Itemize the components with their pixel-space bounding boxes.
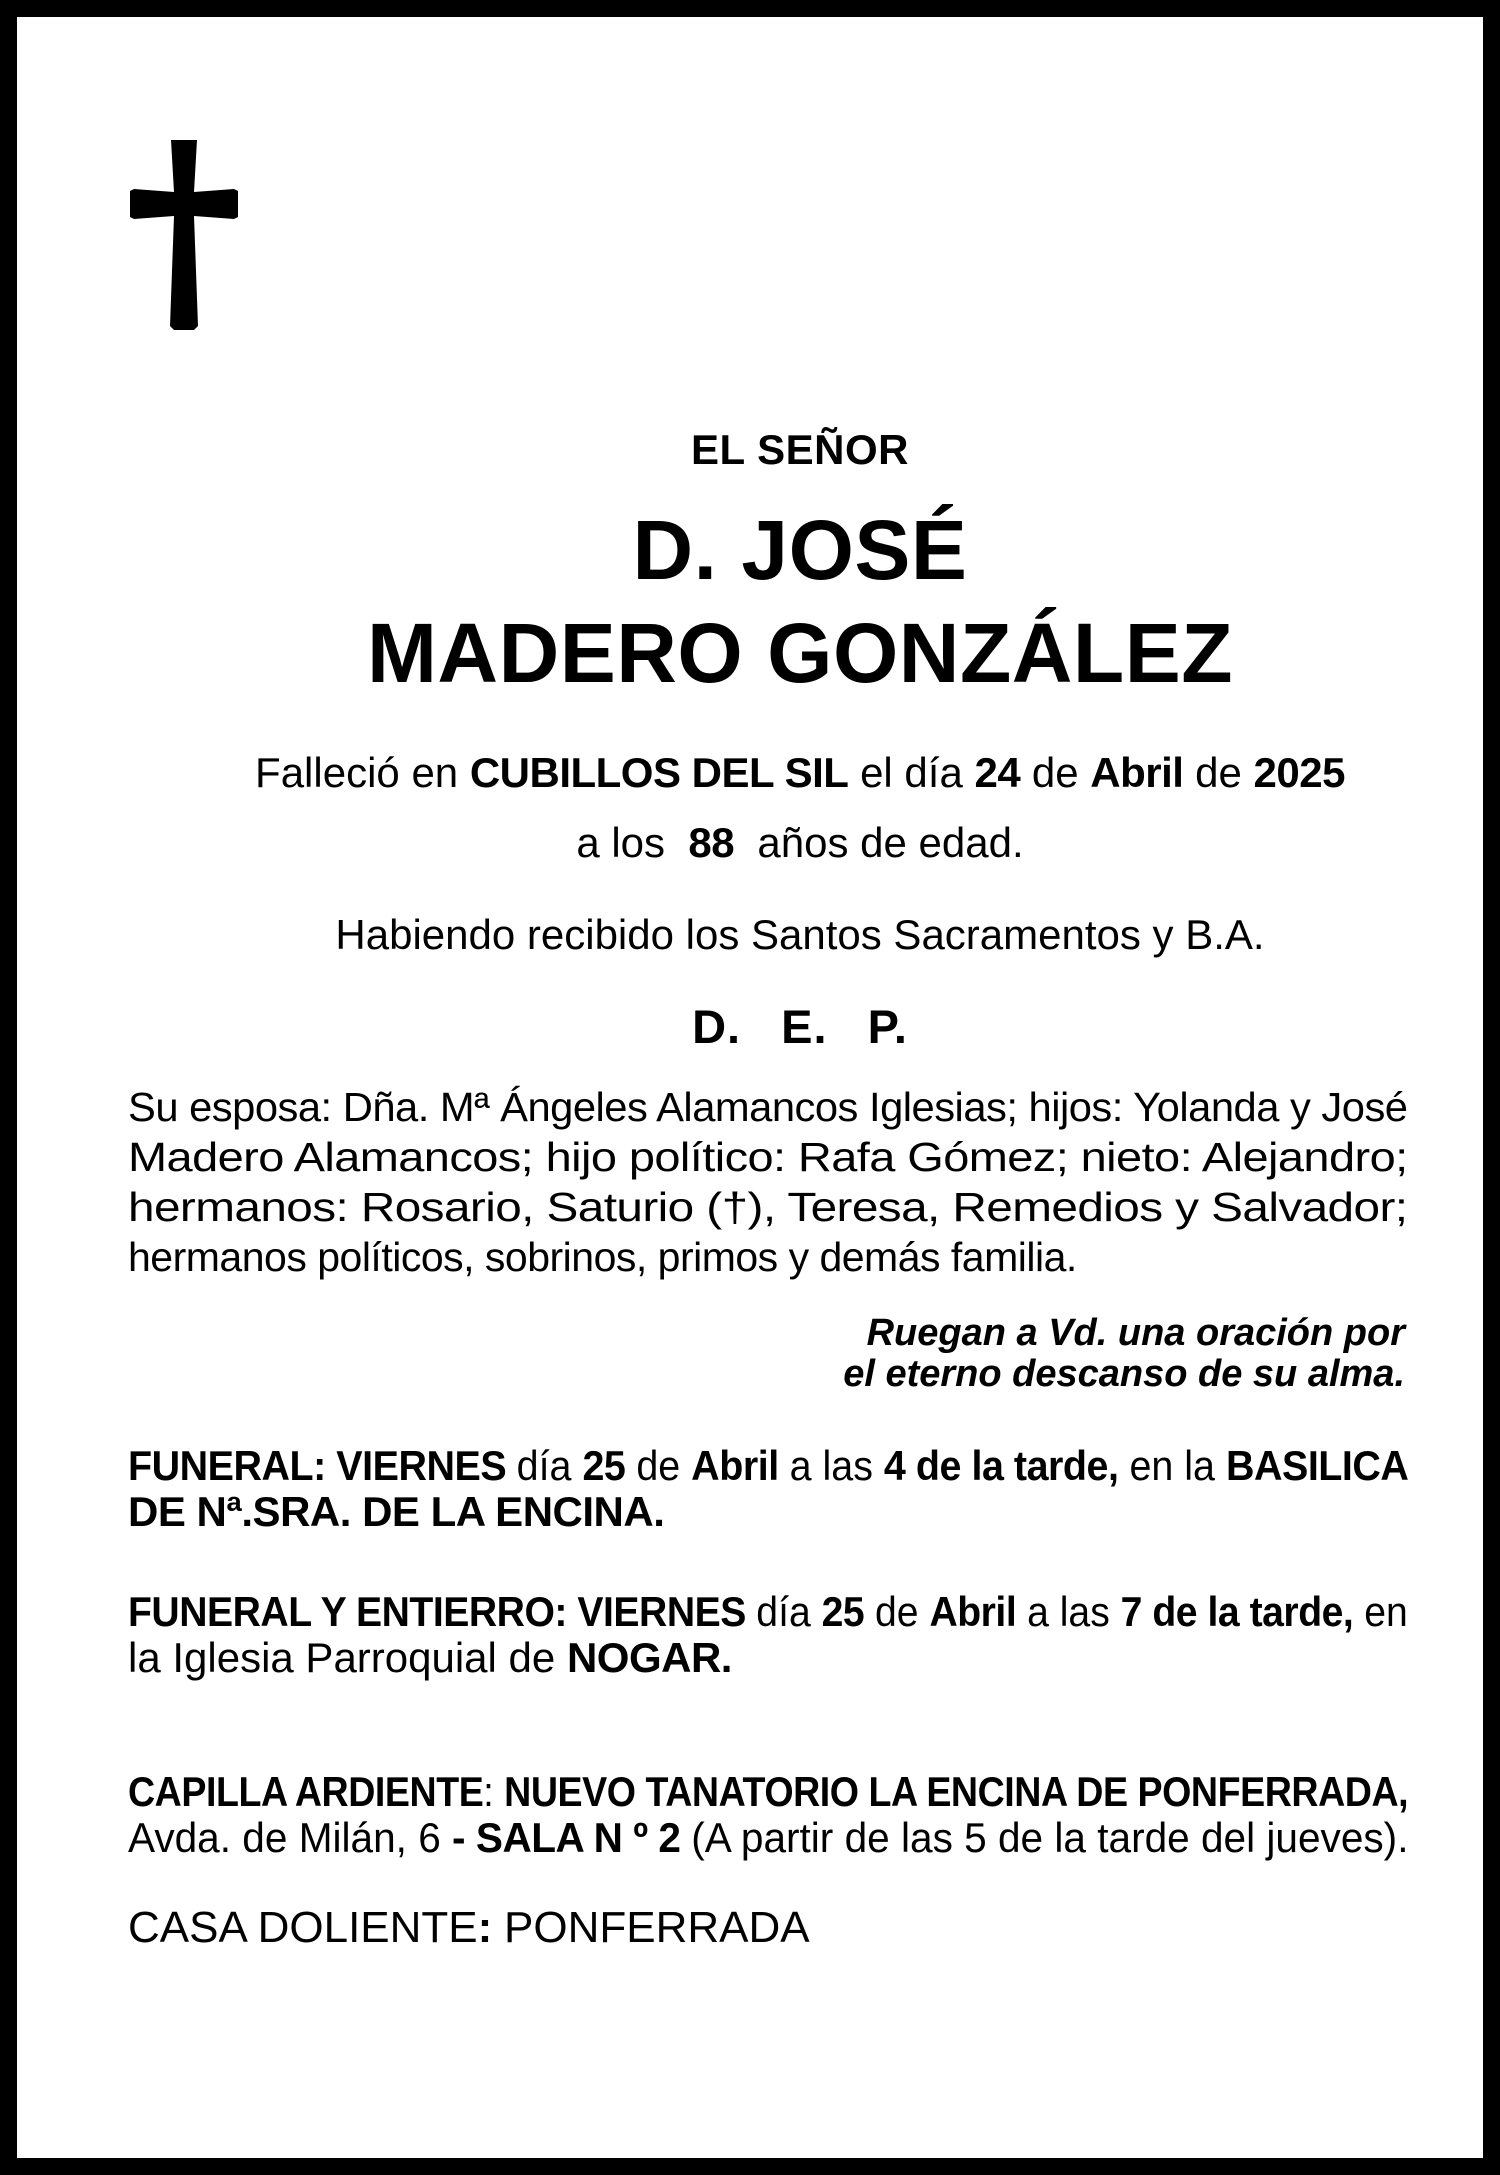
dep-abbreviation: D. E. P. — [692, 1000, 908, 1053]
casa-doliente-line: CASA DOLIENTE: PONFERRADA — [128, 1903, 810, 1952]
funeral-basilica-paragraph: FUNERAL: VIERNES día 25 de Abril a las 4 de la tarde, en la BASILICA DE Nª.SRA. DE LA ENCINA. — [128, 1442, 1409, 1535]
deceased-name-line1: D. JOSÉ — [632, 503, 968, 597]
prayer-request — [500, 1313, 1405, 1395]
latin-cross-icon — [130, 140, 238, 330]
prayer-line1: Ruegan a Vd. una oración por — [866, 1312, 1405, 1354]
honorific-title: EL SEÑOR — [691, 426, 909, 473]
prayer-line2: el eterno descanso de su alma. — [843, 1353, 1405, 1395]
death-place-date-line: Falleció en CUBILLOS DEL SIL el día 24 de Abril de 2025 — [255, 749, 1345, 796]
capilla-ardiente-paragraph: CAPILLA ARDIENTE: NUEVO TANATORIO LA ENCINA DE PONFERRADA, Avda. de Milán, 6 - SALA N º 2 (A partir de las 5 de la tarde del jueves). — [128, 1768, 1409, 1861]
sacraments-line: Habiendo recibido los Santos Sacramentos y B.A. — [335, 911, 1265, 958]
family-paragraph: Su esposa: Dña. Mª Ángeles Alamancos Iglesias; hijos: Yolanda y José Madero Alamancos; hijo político: Rafa Gómez; nieto: Alejandro; hermanos: Rosario, Saturio (†), Teresa, Remedios y Salvador; hermanos políticos, sobrinos, primos y demás familia. — [128, 1084, 1408, 1280]
age-line: a los 88 años de edad. — [576, 819, 1024, 866]
funeral-entierro-paragraph: FUNERAL Y ENTIERRO: VIERNES día 25 de Abril a las 7 de la tarde, en la Iglesia Parroquial de NOGAR. — [128, 1588, 1408, 1681]
deceased-name-line2: MADERO GONZÁLEZ — [366, 606, 1234, 700]
